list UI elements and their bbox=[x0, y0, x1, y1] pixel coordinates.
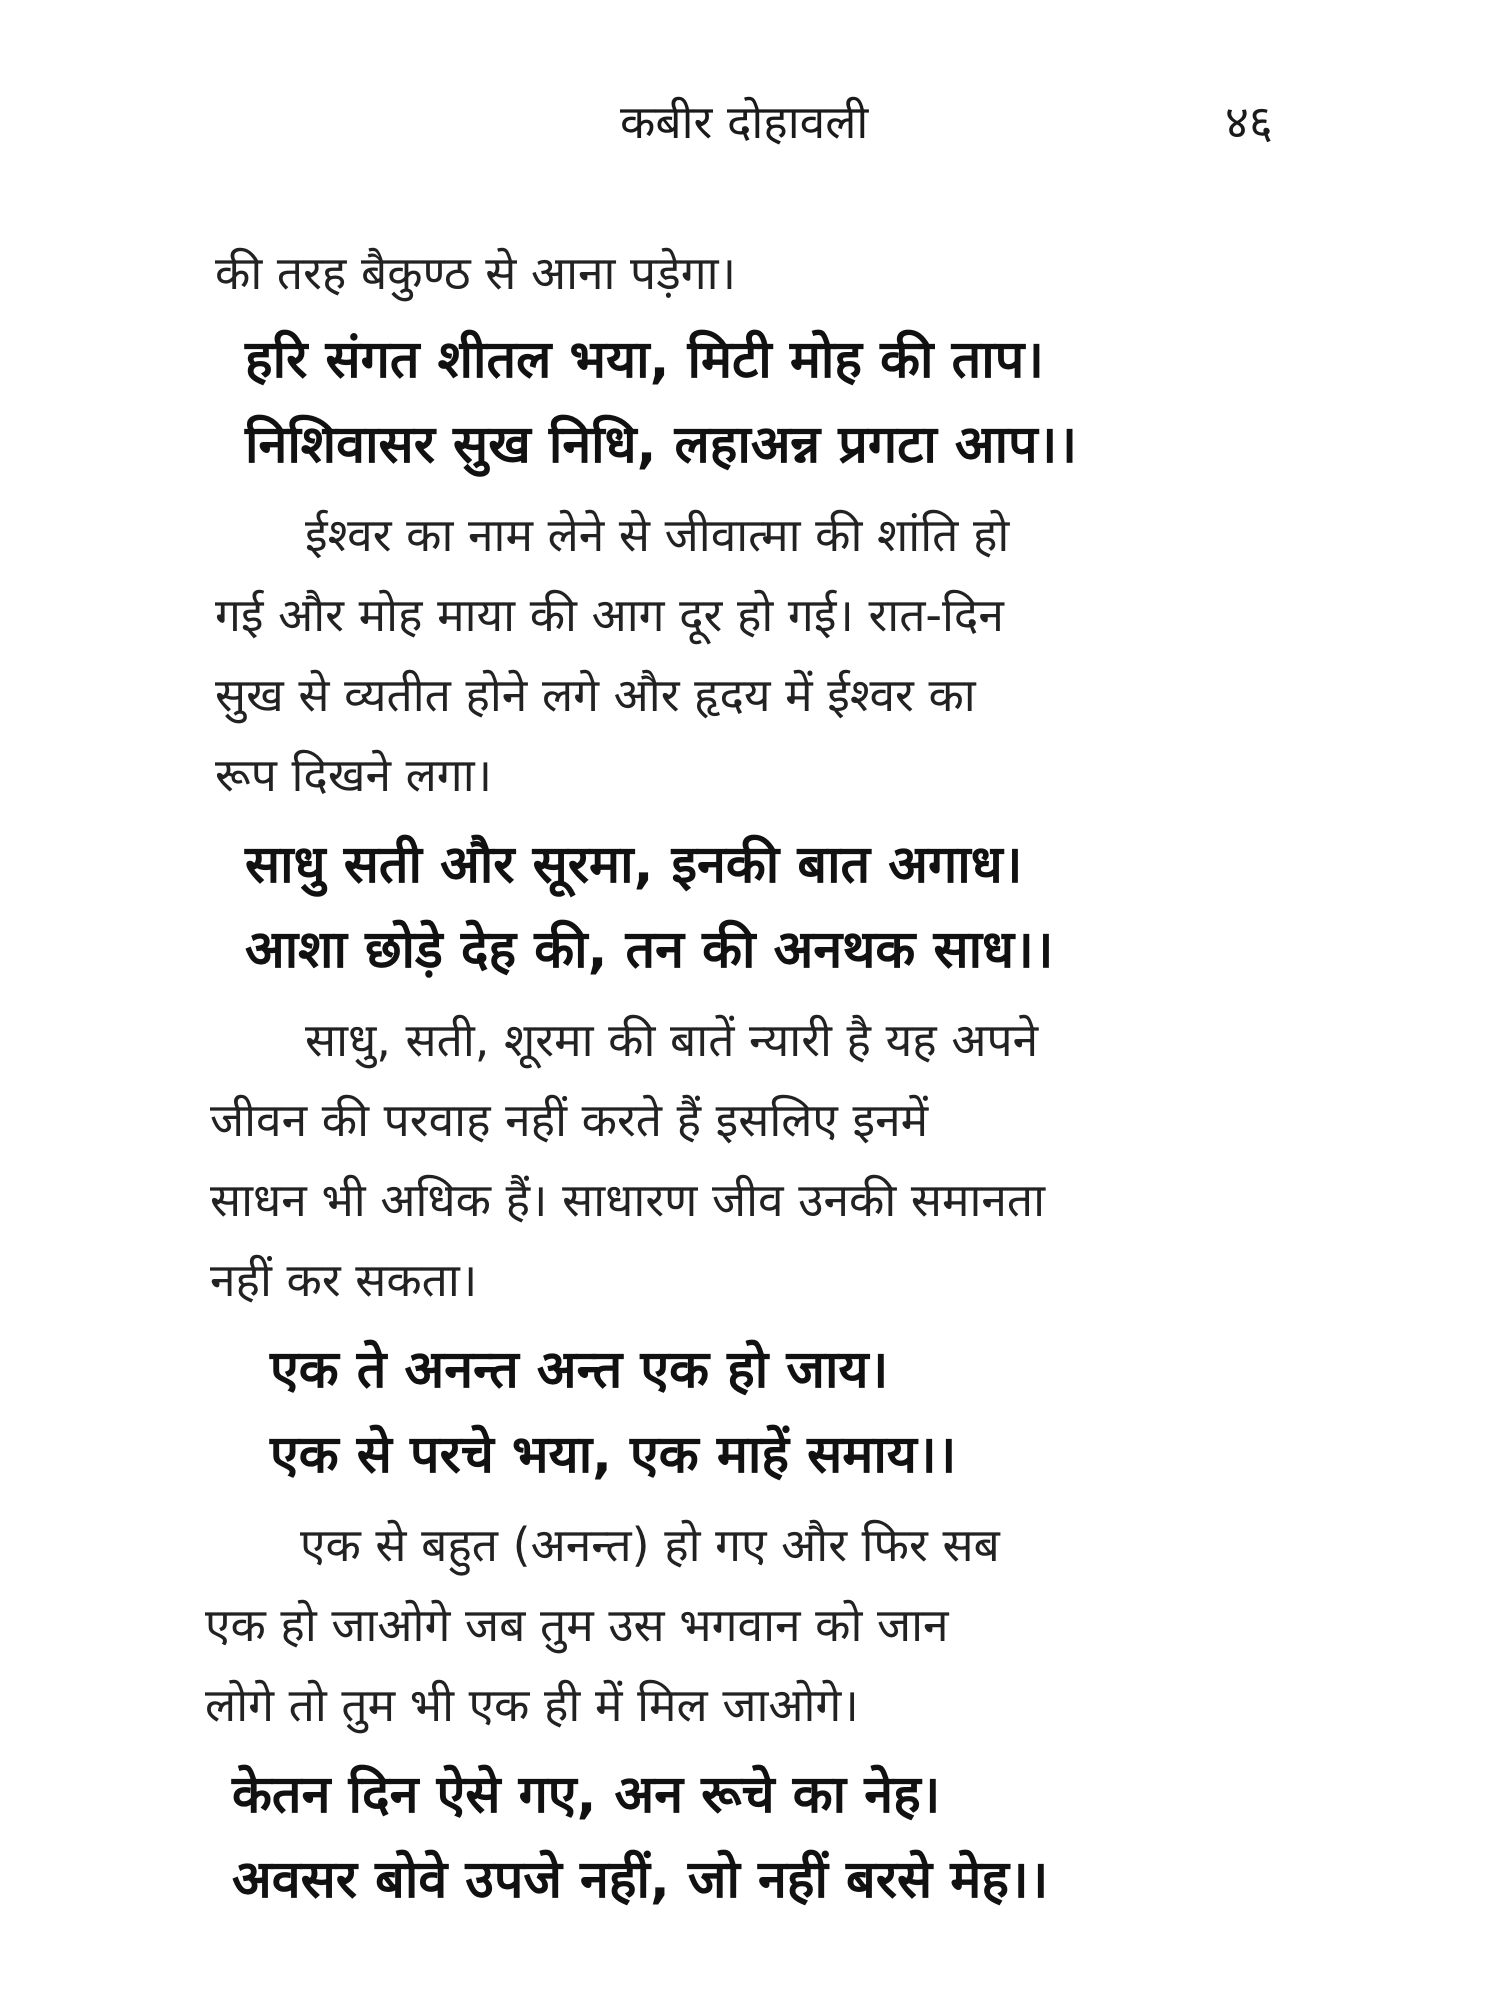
verse-line: एक ते अनन्त अन्त एक हो जाय। bbox=[270, 1340, 889, 1400]
prose-line: एक से बहुत (अनन्त) हो गए और फिर सब bbox=[300, 1518, 1000, 1572]
verse-line: निशिवासर सुख निधि, लहाअन्न प्रगटा आप।। bbox=[245, 415, 1078, 475]
page-number: ४६ bbox=[1225, 95, 1273, 149]
verse-line: अवसर बोवे उपजे नहीं, जो नहीं बरसे मेह।। bbox=[232, 1850, 1049, 1910]
prose-line: की तरह बैकुण्ठ से आना पड़ेगा। bbox=[215, 246, 737, 300]
running-title: कबीर दोहावली bbox=[620, 95, 869, 149]
prose-line: सुख से व्यतीत होने लगे और हृदय में ईश्वर का bbox=[215, 668, 976, 722]
page-header bbox=[0, 92, 1500, 162]
prose-line: जीवन की परवाह नहीं करते हैं इसलिए इनमें bbox=[210, 1093, 929, 1147]
prose-line: एक हो जाओगे जब तुम उस भगवान को जान bbox=[205, 1598, 949, 1652]
prose-line: लोगे तो तुम भी एक ही में मिल जाओगे। bbox=[205, 1678, 859, 1732]
prose-line: ईश्वर का नाम लेने से जीवात्मा की शांति हो bbox=[305, 508, 1010, 562]
prose-line: साधु, सती, शूरमा की बातें न्यारी है यह अपने bbox=[305, 1013, 1039, 1067]
verse-line: साधु सती और सूरमा, इनकी बात अगाध। bbox=[245, 835, 1023, 895]
verse-line: आशा छोड़े देह की, तन की अनथक साध।। bbox=[245, 920, 1054, 980]
verse-line: हरि संगत शीतल भया, मिटी मोह की ताप। bbox=[245, 330, 1044, 390]
prose-line: गई और मोह माया की आग दूर हो गई। रात-दिन bbox=[215, 588, 1004, 642]
prose-line: रूप दिखने लगा। bbox=[215, 748, 493, 802]
prose-line: साधन भी अधिक हैं। साधारण जीव उनकी समानता bbox=[210, 1173, 1046, 1227]
prose-line: नहीं कर सकता। bbox=[210, 1253, 478, 1307]
verse-line: एक से परचे भया, एक माहें समाय।। bbox=[270, 1425, 957, 1485]
verse-line: केतन दिन ऐसे गए, अन रूचे का नेह। bbox=[232, 1765, 941, 1825]
